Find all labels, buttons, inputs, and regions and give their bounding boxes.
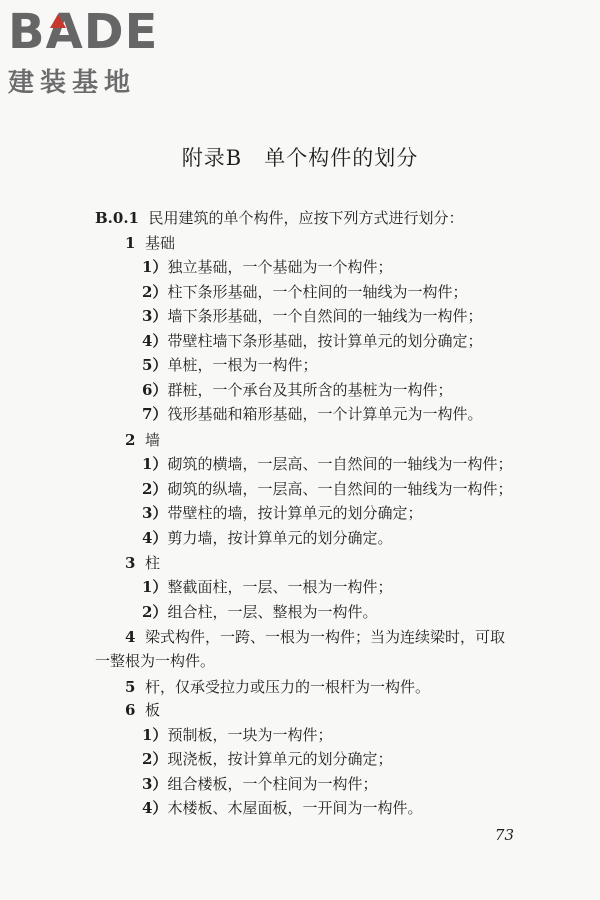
logo-accent-triangle bbox=[50, 14, 66, 28]
list-item: 3）带壁柱的墙，按计算单元的划分确定； bbox=[142, 504, 423, 522]
list-item: 2 墙 bbox=[125, 431, 160, 449]
list-item: 5 杆，仅承受拉力或压力的一根杆为一构件。 bbox=[125, 678, 430, 696]
list-item: 7）筏形基础和箱形基础，一个计算单元为一构件。 bbox=[142, 405, 483, 423]
list-item: 5）单桩，一根为一构件； bbox=[142, 356, 318, 374]
list-item: 3）组合楼板，一个柱间为一构件； bbox=[142, 775, 378, 793]
section-code: B.0.1 bbox=[95, 209, 139, 227]
section-clause bbox=[95, 208, 464, 228]
list-item: 4）带壁柱墙下条形基础，按计算单元的划分确定； bbox=[142, 332, 483, 350]
list-item: 2）组合柱，一层、整根为一构件。 bbox=[142, 603, 378, 621]
list-item: 4）木楼板、木屋面板，一开间为一构件。 bbox=[142, 799, 423, 817]
list-item: 1 基础 bbox=[125, 234, 175, 252]
publisher-logo bbox=[8, 6, 178, 98]
list-item: 6 板 bbox=[125, 701, 160, 719]
logo-subtitle: 建装基地 bbox=[8, 68, 137, 98]
list-item: 1）整截面柱，一层、一根为一构件； bbox=[142, 578, 393, 596]
list-item: 2）砌筑的纵墙，一层高、一自然间的一轴线为一构件； bbox=[142, 480, 513, 498]
logo-wordmark: BADE bbox=[8, 4, 159, 60]
list-item: 4 梁式构件，一跨、一根为一构件；当为连续梁时，可取 bbox=[125, 628, 505, 646]
list-item: 2）现浇板，按计算单元的划分确定； bbox=[142, 750, 393, 768]
list-item: 1）预制板，一块为一构件； bbox=[142, 726, 333, 744]
list-item: 2）柱下条形基础，一个柱间的一轴线为一构件； bbox=[142, 283, 468, 301]
list-item: 1）砌筑的横墙，一层高、一自然间的一轴线为一构件； bbox=[142, 455, 513, 473]
appendix-title: 附录B 单个构件的划分 bbox=[181, 146, 419, 170]
list-item: 4）剪力墙，按计算单元的划分确定。 bbox=[142, 529, 393, 547]
section-text: 民用建筑的单个构件，应按下列方式进行划分： bbox=[148, 209, 464, 227]
list-item: 3）墙下条形基础，一个自然间的一轴线为一构件； bbox=[142, 307, 483, 325]
list-item: 1）独立基础，一个基础为一个构件； bbox=[142, 258, 393, 276]
list-item: 6）群桩，一个承台及其所含的基桩为一构件； bbox=[142, 381, 453, 399]
list-item: 3 柱 bbox=[125, 554, 160, 572]
list-item-continuation: 一整根为一构件。 bbox=[95, 652, 216, 670]
page-number: 73 bbox=[494, 826, 514, 844]
